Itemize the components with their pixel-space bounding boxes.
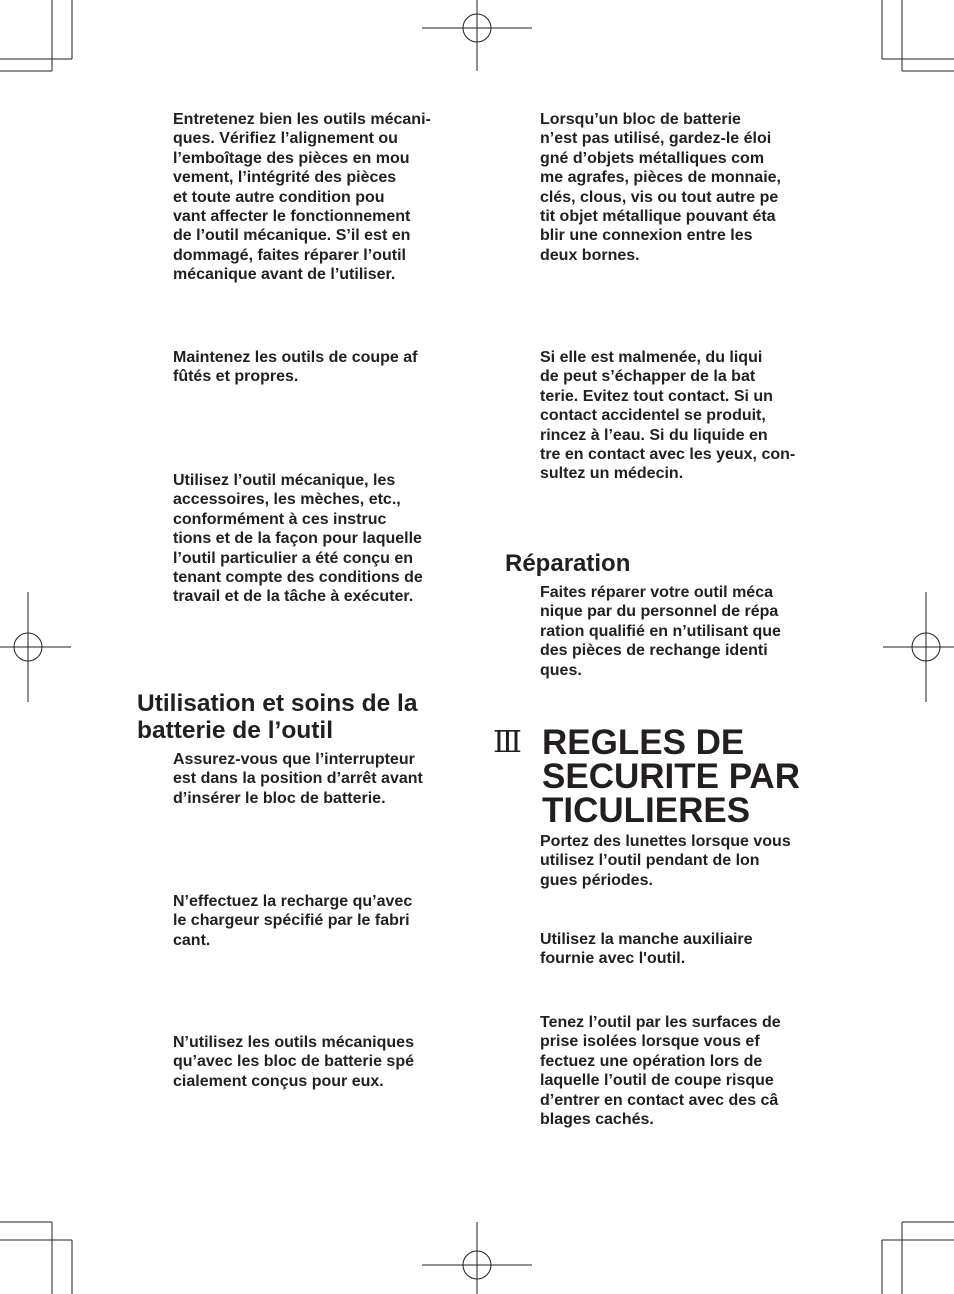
text-line: l’outil particulier a été conçu en (173, 549, 414, 567)
registration-mark-right (883, 592, 954, 702)
text-line: Faites réparer votre outil méca (540, 584, 773, 601)
text-line: d’insérer le bloc de batterie. (173, 789, 386, 807)
text-line: ques. (540, 661, 582, 679)
text-line: est dans la position d’arrêt avant (173, 770, 423, 788)
text-line: cialement conçus pour eux. (173, 1072, 384, 1090)
tool-usage-paragraph (173, 471, 461, 607)
text-line: me agrafes, pièces de monnaie, (540, 169, 781, 187)
text-line: vement, l’intégrité des pièces (173, 169, 397, 187)
registration-mark-left (0, 592, 71, 702)
cutting-tools-paragraph (173, 348, 461, 387)
text-line: travail et de la tâche à exécuter. (173, 588, 414, 606)
text-line: Si elle est malmenée, du liqui (540, 349, 763, 366)
text-line: batterie de l’outil (137, 717, 334, 744)
text-line: Utilisation et soins de la (137, 690, 418, 717)
text-line: accessoires, les mèches, etc., (173, 491, 401, 509)
text-line: l’emboîtage des pièces en mou (173, 149, 410, 167)
insulated-grip-paragraph (540, 1013, 828, 1129)
battery-section-heading (137, 690, 467, 744)
text-line: Entretenez bien les outils mécani- (173, 111, 431, 128)
text-line: blages cachés. (540, 1111, 654, 1129)
text-line: Utilisez la manche auxiliaire (540, 931, 753, 948)
text-line: Assurez-vous que l’interrupteur (173, 751, 415, 768)
auxiliary-handle-paragraph (540, 930, 828, 969)
repair-heading: Réparation (505, 550, 631, 577)
text-line: fournie avec l'outil. (540, 950, 686, 968)
registration-mark-bottom (422, 1222, 532, 1294)
text-line: de peut s’échapper de la bat (540, 368, 756, 386)
text-line: tit objet métallique pouvant éta (540, 208, 776, 226)
text-line: Tenez l’outil par les surfaces de (540, 1014, 781, 1031)
text-line: SECURITE PAR (542, 757, 800, 796)
text-line: TICULIERES (542, 791, 751, 830)
text-line: sultez un médecin. (540, 465, 684, 483)
text-line: cant. (173, 931, 211, 949)
text-line: dommagé, faites réparer l’outil (173, 246, 406, 264)
repair-paragraph (540, 583, 828, 680)
text-line: vant affecter le fonctionnement (173, 208, 411, 226)
switch-off-paragraph (173, 750, 461, 808)
text-line: N’utilisez les outils mécaniques (173, 1034, 414, 1051)
text-line: rincez à l’eau. Si du liquide en (540, 426, 768, 444)
text-line: mécanique avant de l’utiliser. (173, 266, 396, 284)
text-line: Utilisez l’outil mécanique, les (173, 472, 396, 489)
text-line: N’effectuez la recharge qu’avec (173, 893, 413, 910)
text-line: nique par du personnel de répa (540, 603, 779, 621)
text-line: contact accidentel se produit, (540, 407, 766, 425)
text-line: ration qualifié en n’utilisant que (540, 622, 781, 640)
text-line: le chargeur spécifié par le fabri (173, 912, 410, 930)
goggles-paragraph (540, 832, 828, 890)
text-line: conformément à ces instruc (173, 510, 387, 528)
text-line: utilisez l’outil pendant de lon (540, 852, 760, 870)
text-line: deux bornes. (540, 246, 640, 264)
text-line: Portez des lunettes lorsque vous (540, 833, 791, 850)
text-line: tions et de la façon pour laquelle (173, 530, 422, 548)
text-line: n’est pas utilisé, gardez-le éloi (540, 130, 772, 148)
section-title (542, 723, 842, 830)
text-line: gné d’objets métalliques com (540, 149, 765, 167)
text-line: qu’avec les bloc de batterie spé (173, 1053, 414, 1071)
text-line: blir une connexion entre les (540, 227, 753, 245)
battery-storage-paragraph (540, 110, 828, 265)
text-line: de l’outil mécanique. S’il est en (173, 227, 411, 245)
text-line: fectuez une opération lors de (540, 1052, 763, 1070)
text-line: REGLES DE (542, 723, 745, 762)
text-line: gues périodes. (540, 871, 653, 889)
text-line: et toute autre condition pou (173, 188, 385, 206)
text-line: terie. Evitez tout contact. Si un (540, 387, 773, 405)
text-line: fûtés et propres. (173, 368, 299, 386)
text-line: Lorsqu’un bloc de batterie (540, 111, 741, 128)
text-line: Maintenez les outils de coupe af (173, 349, 418, 366)
battery-liquid-paragraph (540, 348, 828, 484)
text-line: tenant compte des conditions de (173, 569, 423, 587)
text-line: clés, clous, vis ou tout autre pe (540, 188, 779, 206)
charger-paragraph (173, 892, 461, 950)
maintenance-paragraph (173, 110, 461, 285)
section-numeral: Ⅲ (493, 725, 522, 760)
text-line: ques. Vérifiez l’alignement ou (173, 130, 398, 148)
text-line: laquelle l’outil de coupe risque (540, 1072, 774, 1090)
text-line: prise isolées lorsque vous ef (540, 1033, 760, 1051)
battery-pack-paragraph (173, 1033, 461, 1091)
text-line: tre en contact avec les yeux, con- (540, 446, 796, 464)
text-line: des pièces de rechange identi (540, 642, 768, 660)
text-line: d’entrer en contact avec des câ (540, 1091, 779, 1109)
registration-mark-top (422, 0, 532, 71)
